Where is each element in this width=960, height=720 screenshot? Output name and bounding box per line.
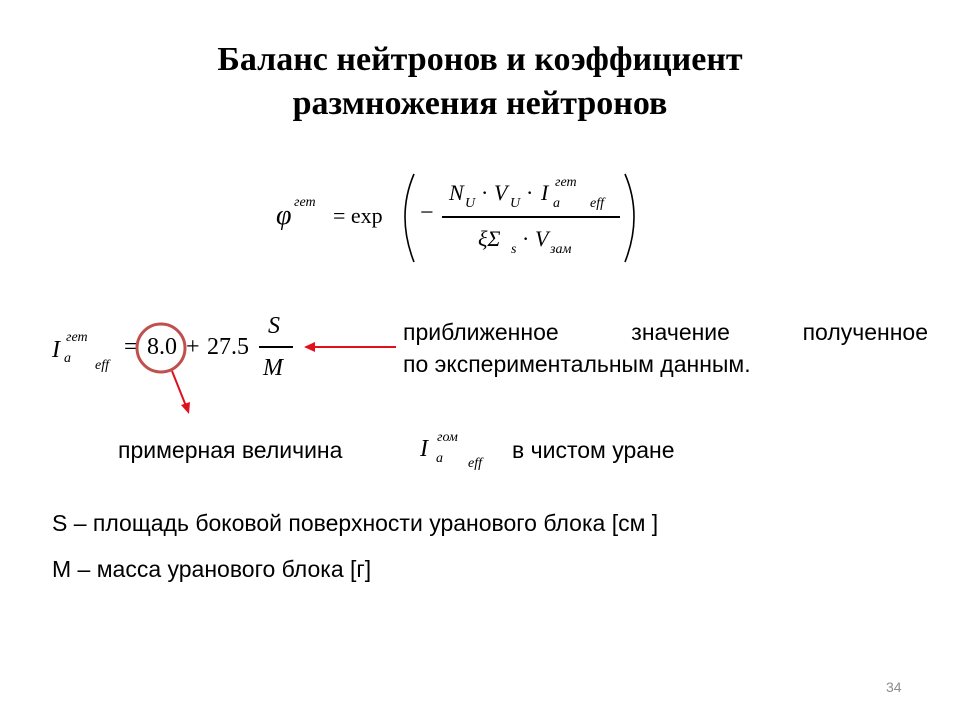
arrow-to-formula-head — [304, 342, 315, 352]
denominator-dot: · — [522, 226, 530, 251]
highlight-circle — [137, 324, 185, 372]
formula2-plus: + — [186, 334, 200, 360]
formula2-I: I — [52, 337, 60, 363]
slide-title-line1: Баланс нейтронов и коэффициент — [217, 41, 743, 78]
numerator-dot1: · — [481, 180, 489, 205]
formula2-I-sup: гет — [66, 330, 88, 345]
formula2-fraction-denominator: M — [263, 355, 283, 381]
numerator-I-sub-a: a — [553, 196, 560, 211]
numerator-V: V — [494, 180, 508, 205]
numerator-N: N — [449, 180, 464, 205]
description-line-2: по экспериментальным данным. — [403, 351, 751, 377]
description-word-1: приближенное — [403, 319, 559, 345]
numerator-I: I — [541, 180, 549, 205]
denominator-V-sub: зам — [550, 242, 572, 257]
formula2-I-sub-eff: eff — [95, 358, 109, 373]
note-I: I — [420, 436, 428, 462]
denominator-sigma-sub: s — [511, 242, 517, 257]
note-I-sup: гом — [437, 430, 458, 445]
formula2-I-sub-a: a — [64, 351, 71, 366]
left-parenthesis — [405, 174, 414, 262]
formula2-fraction-numerator: S — [268, 313, 280, 339]
numerator-I-sub-eff: eff — [590, 196, 604, 211]
equals-exp: = exp — [333, 203, 383, 228]
note-I-sub-eff: eff — [468, 456, 482, 471]
note-suffix: в чистом уране — [512, 437, 675, 463]
page-number: 34 — [886, 679, 902, 695]
note-prefix: примерная величина — [118, 437, 343, 463]
formula2-coefficient: 27.5 — [207, 334, 249, 360]
description-word-2: значение — [631, 319, 730, 345]
numerator-V-sub: U — [510, 196, 521, 211]
description-word-3: полученное — [802, 319, 928, 345]
note-I-sub-a: a — [436, 451, 443, 466]
formula2-equals: = — [124, 334, 138, 360]
definition-M: M – масса уранового блока [г] — [52, 556, 372, 582]
phi-symbol: φ — [276, 200, 292, 231]
numerator-I-sup: гет — [555, 175, 577, 190]
numerator-N-sub: U — [465, 196, 476, 211]
denominator-V: V — [535, 226, 549, 251]
numerator-dot2: · — [526, 180, 534, 205]
phi-superscript: гет — [294, 195, 316, 210]
definition-S: S – площадь боковой поверхности уранового блока [см ] — [52, 510, 659, 536]
arrow-to-note — [172, 371, 186, 406]
minus-sign: − — [420, 200, 434, 226]
right-parenthesis — [625, 174, 634, 262]
slide-title-line2: размножения нейтронов — [292, 85, 668, 122]
denominator-xi-sigma: ξΣ — [478, 226, 501, 251]
formula2-constant: 8.0 — [147, 334, 177, 360]
arrow-to-note-head — [181, 402, 190, 414]
